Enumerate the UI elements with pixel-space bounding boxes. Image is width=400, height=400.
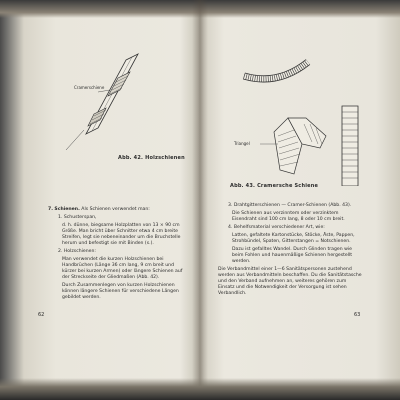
figure-42-caption: Abb. 42. Holzschienen	[118, 155, 185, 161]
item-3-title: 3. Drahtgitterschienen — Cramer-Schienen (Abb. 43).	[228, 203, 352, 208]
item-1-title: 1. Schusterspan,	[58, 215, 97, 220]
item-2-text-continued: Durch Zusammenlegen von kurzen Holzschienen können längere Schienen für verschiedene Längen gebildet werden.	[62, 283, 179, 300]
item-2-text: Man verwendet die kurzen Holzschienen bei Handbrüchen (Länge 36 cm lang, 9 cm breit und kürzer bei kurzen Armen) oder längere Schienen auf der Streckseite der Gliedmaßen (Abb. 42).	[62, 257, 183, 280]
item-4-text-continued: Dazu ist gefalltes Wandel. Durch Glinden tragen wie beim Fohlen und hauenmäßige Schienen hergestellt werden.	[232, 247, 353, 264]
closing-paragraph: Die Verbandmittel einer 1—6 Sanitätspersonen zustehend werden aus Verbandmitteln beschaffen. Du die Sanitätstasche und den Verband aufnehmen an, weiteres gehören zum Einsatz und die Notwendigkeit der Versorgung ist sehen Verbandlich.	[218, 267, 362, 296]
splint-figure-tag: Cramerschiene	[74, 85, 105, 90]
item-2-title: 2. Holzschienen:	[58, 249, 96, 254]
right-page	[212, 40, 362, 370]
item-4-text: Latten, gefaltete Kartonstücke, Stöcke, Äste, Pappen, Strohbündel, Spaten, Gitterstangen = Notschienen.	[232, 233, 355, 244]
item-4-title: 4. Behelfsmaterial verschiedener Art, wie:	[228, 225, 325, 230]
section-number: 7.	[48, 207, 53, 212]
figure-43-caption: Abb. 43. Cramersche Schiene	[230, 183, 319, 189]
left-body-text	[48, 207, 188, 303]
page-number-left: 62	[38, 312, 45, 318]
section-intro: Als Schienen verwendet man:	[81, 207, 150, 212]
wooden-splint-illustration	[60, 50, 170, 155]
section-heading: Schienen.	[54, 207, 80, 212]
wire-ladder-splint-illustration	[218, 46, 368, 186]
cramer-figure-tag: Triangel	[234, 141, 250, 146]
page-number-right: 63	[354, 312, 361, 318]
book-spine	[192, 0, 208, 400]
item-1-text: d. h. dünne, biegsame Holzplatten von 13 × 90 cm Größe. Man bricht über Schnitter etwa 4 cm breite Streifen, legt sie nebeneinander um die Bruchstelle herum und befestigt sie mit Binden (s.).	[62, 223, 181, 246]
book-bottom-edge	[0, 378, 400, 400]
left-page	[40, 40, 190, 370]
right-body-text	[218, 203, 362, 299]
item-3-text: Die Schienen aus verzinntem oder verzinktem Eisendraht sind 100 cm lang, 8 oder 10 cm breit.	[232, 211, 345, 222]
